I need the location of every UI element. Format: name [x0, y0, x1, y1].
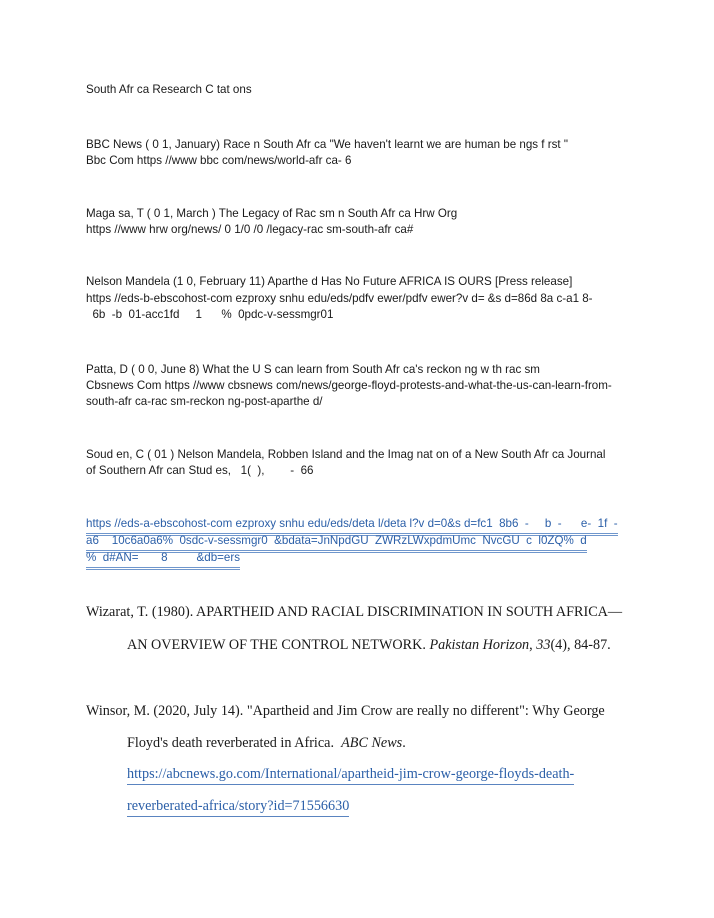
citation-bbc-line-1: BBC News ( 0 1, January) Race n South Afr ca "We haven't learnt we are human be ngs f rst "	[86, 138, 568, 151]
citation-mandela-line-2: https //eds-b-ebscohost-com ezproxy snhu edu/eds/pdfv ewer/pdfv ewer?v d= &s d=86d 8a c-a1 8-	[86, 292, 593, 305]
citation-winsor-line-1: Winsor, M. (2020, July 14). "Apartheid and Jim Crow are really no different": Why George	[86, 703, 605, 719]
citation-patta-line-1: Patta, D ( 0 0, June 8) What the U S can learn from South Afr ca's reckon ng w th rac sm	[86, 363, 540, 376]
citation-mandela-line-1: Nelson Mandela (1 0, February 11) Aparthe d Has No Future AFRICA IS OURS [Press release]	[86, 275, 573, 288]
citation-magasa-line-2: https //www hrw org/news/ 0 1/0 /0 /legacy-rac sm-south-afr ca#	[86, 223, 414, 236]
citation-wizarat-line-1: Wizarat, T. (1980). APARTHEID AND RACIAL DISCRIMINATION IN SOUTH AFRICA—	[86, 604, 623, 620]
ebsco-link-line-2[interactable]: a6 10c6a0a6% 0sdc-v-sessmgr0 &bdata=JnNpdGU ZWRzLWxpdmUmc NvcGU c l0ZQ% d	[86, 532, 587, 553]
page-heading: South Afr ca Research C tat ons	[86, 83, 252, 96]
wizarat-title-end: AN OVERVIEW OF THE CONTROL NETWORK.	[127, 637, 430, 653]
wizarat-volume: 33	[536, 637, 551, 653]
wizarat-sep: ,	[529, 637, 537, 653]
citation-patta-line-3: south-afr ca-rac sm-reckon ng-post-aparthe d/	[86, 395, 323, 408]
wizarat-journal: Pakistan Horizon	[429, 637, 530, 653]
citation-bbc-line-2: Bbc Com https //www bbc com/news/world-afr ca- 6	[86, 154, 352, 167]
winsor-source: ABC News	[341, 735, 403, 751]
citation-patta-line-2: Cbsnews Com https //www cbsnews com/news/george-floyd-protests-and-what-the-us-can-learn-from-	[86, 379, 612, 392]
citation-soudien-line-2: of Southern Afr can Stud es, 1( ), - 66	[86, 464, 314, 477]
winsor-url-line-1[interactable]: https://abcnews.go.com/International/apartheid-jim-crow-george-floyds-death-	[127, 765, 574, 785]
ebsco-link-line-1[interactable]: https //eds-a-ebscohost-com ezproxy snhu edu/eds/deta l/deta l?v d=0&s d=fc1 8b6 - b - e- 1f -	[86, 515, 618, 536]
citation-winsor-line-2	[127, 734, 406, 752]
citation-soudien-line-1: Soud en, C ( 01 ) Nelson Mandela, Robben Island and the Imag nat on of a New South Afr ca Journal	[86, 448, 606, 461]
wizarat-issue-pages: (4), 84-87.	[550, 637, 611, 653]
winsor-url-line-2[interactable]: reverberated-africa/story?id=71556630	[127, 797, 349, 817]
citation-wizarat-line-2	[127, 636, 611, 654]
winsor-source-end: .	[402, 735, 406, 751]
winsor-title-end: Floyd's death reverberated in Africa.	[127, 735, 342, 751]
citation-magasa-line-1: Maga sa, T ( 0 1, March ) The Legacy of Rac sm n South Afr ca Hrw Org	[86, 207, 458, 220]
citation-mandela-line-3: 6b -b 01-acc1fd 1 % 0pdc-v-sessmgr01	[86, 308, 334, 321]
ebsco-link-line-3[interactable]: % d#AN= 8 &db=ers	[86, 549, 240, 570]
